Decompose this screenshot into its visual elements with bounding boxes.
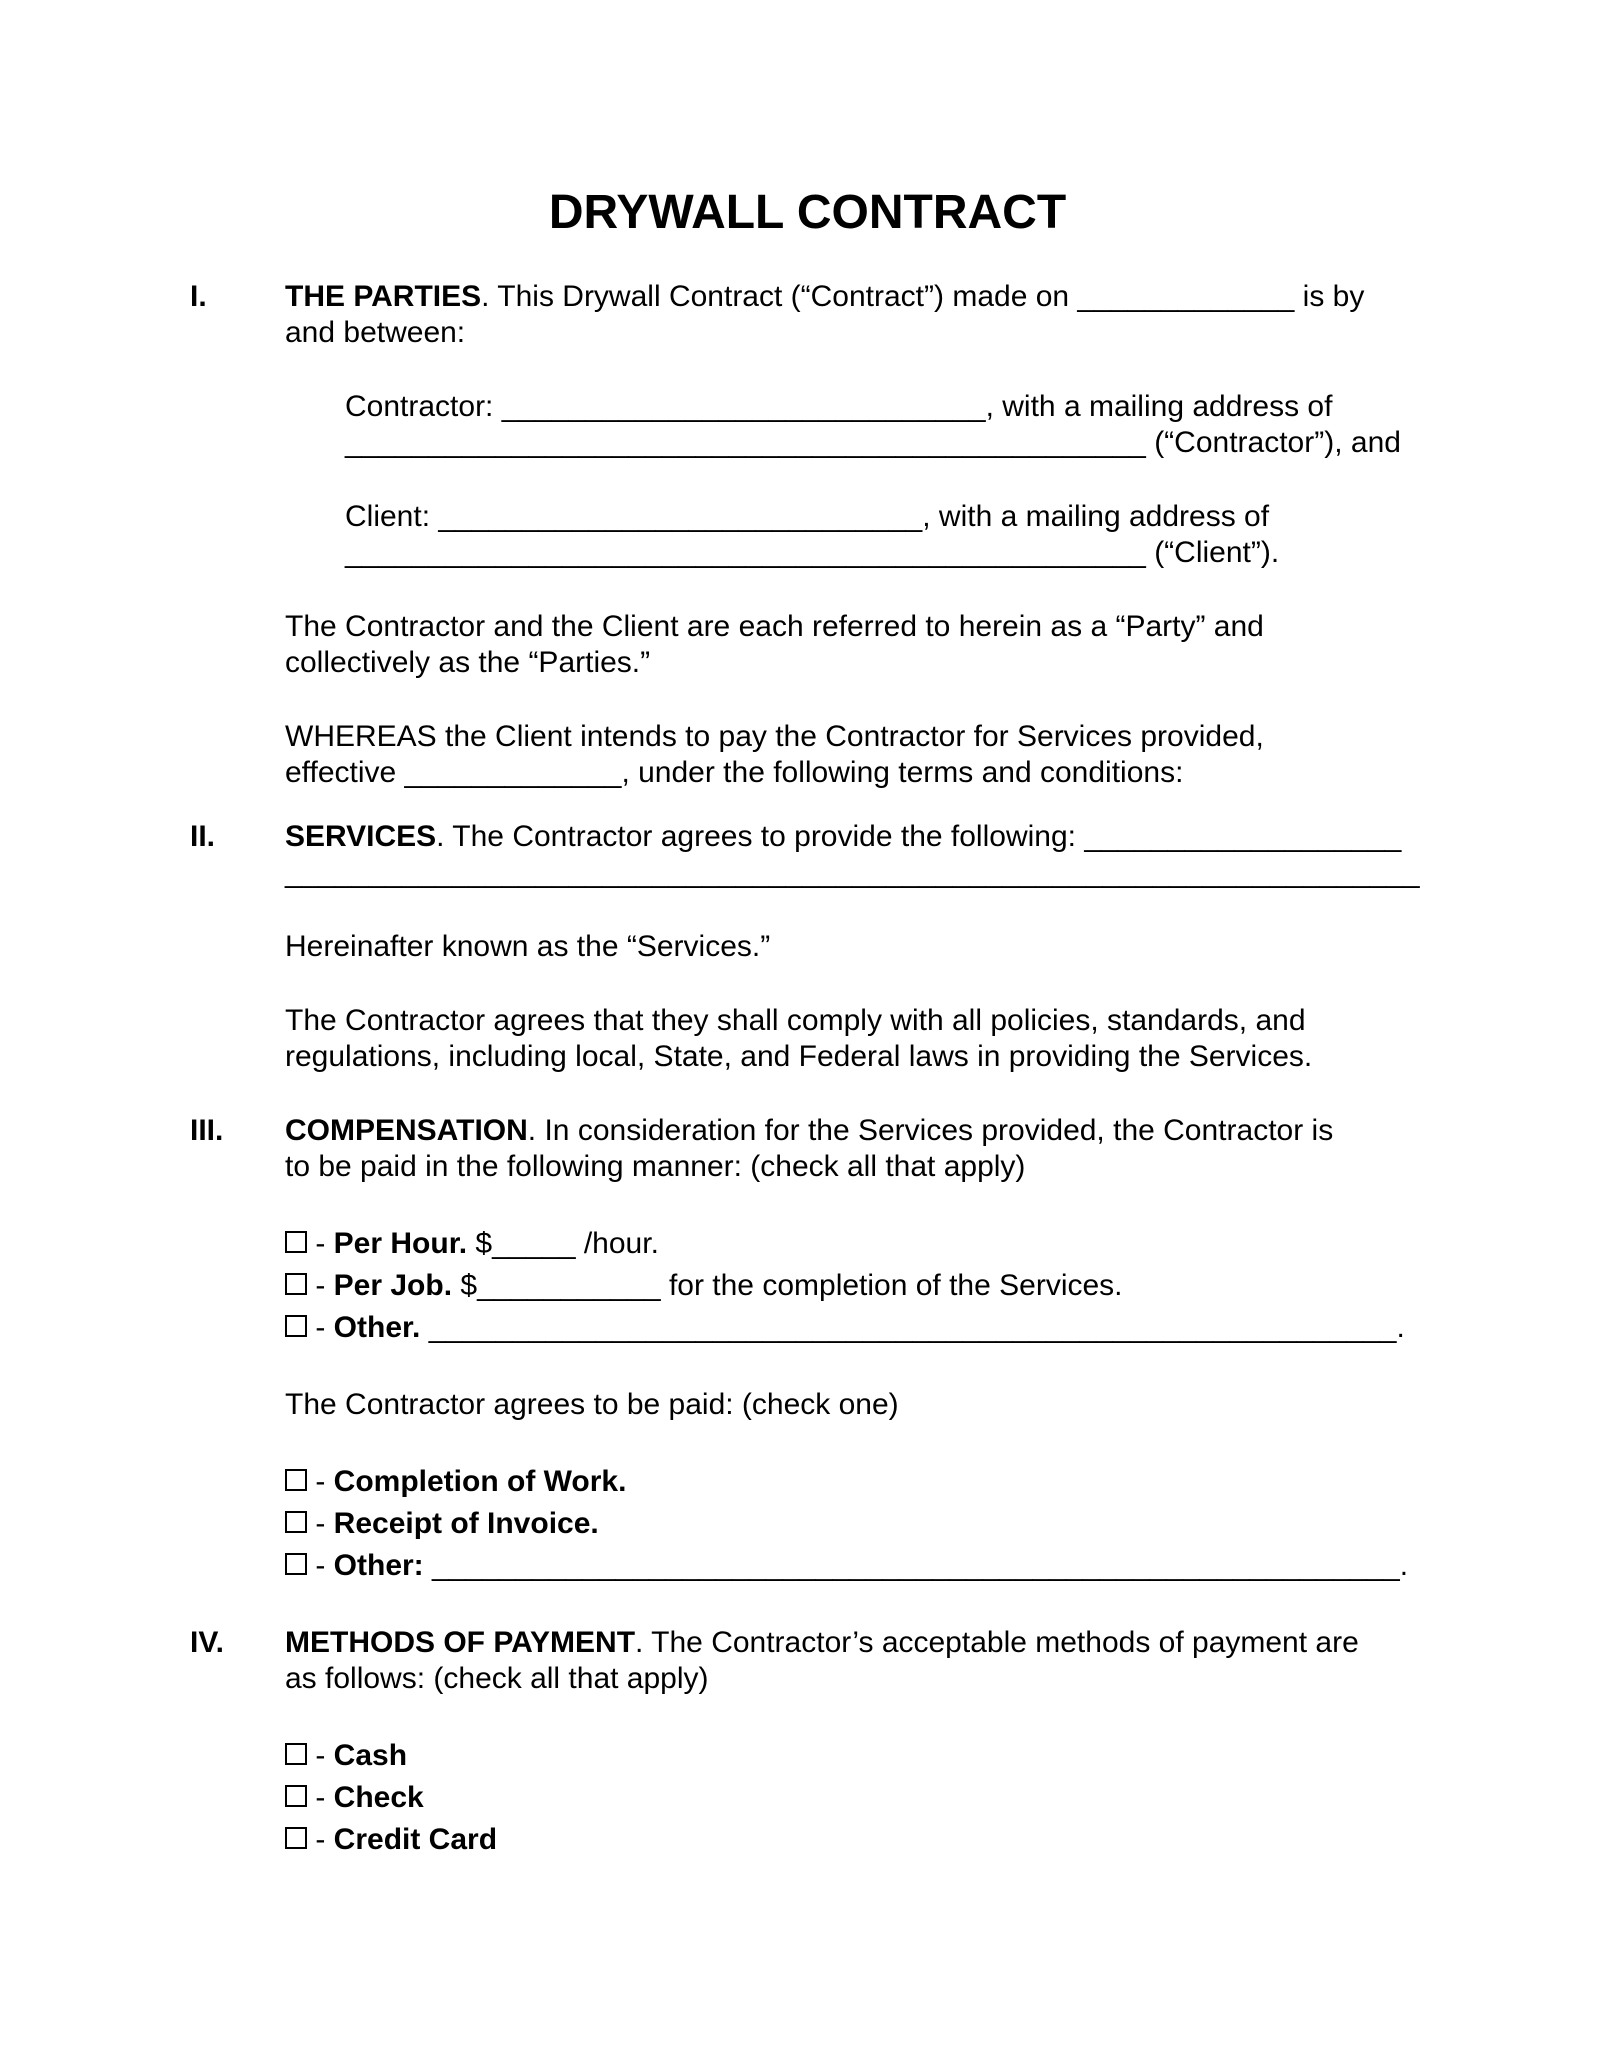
text-run: - xyxy=(307,1823,334,1856)
paid-option-completion xyxy=(285,1461,1425,1503)
text-run: - xyxy=(307,1227,334,1260)
text-run: $ xyxy=(467,1227,493,1260)
checkbox-check[interactable] xyxy=(285,1785,307,1807)
other-compensation-blank: __________________________________________________________ xyxy=(428,1311,1397,1344)
section-compensation xyxy=(190,1113,1425,1625)
paid-options-group xyxy=(285,1461,1425,1587)
checkbox-completion-of-work[interactable] xyxy=(285,1469,307,1491)
section-methods-of-payment xyxy=(190,1625,1425,1899)
method-credit-card xyxy=(285,1819,1425,1861)
section-services xyxy=(190,819,1425,1113)
paid-option-invoice xyxy=(285,1503,1425,1545)
option-label: Completion of Work. xyxy=(333,1465,627,1498)
text-run: . xyxy=(1396,1311,1405,1344)
client-label: Client: xyxy=(345,500,439,533)
contractor-label: Contractor: xyxy=(345,390,502,423)
pay-option-per-job xyxy=(285,1265,1425,1307)
checkbox-receipt-of-invoice[interactable] xyxy=(285,1511,307,1533)
methods-group xyxy=(285,1735,1425,1861)
text-run: (“Contractor”), and xyxy=(1145,426,1401,459)
paid-option-other xyxy=(285,1545,1425,1587)
hereinafter-note xyxy=(285,929,1425,965)
pay-option-per-hour xyxy=(285,1223,1425,1265)
text-run: collectively as the “Parties.” xyxy=(285,646,651,679)
services-blank-line-1: ___________________ xyxy=(1084,820,1402,853)
text-run: and between: xyxy=(285,316,466,349)
text-run: - xyxy=(307,1507,334,1540)
text-run: The Contractor agrees to be paid: (check one) xyxy=(285,1388,899,1421)
text-run: - xyxy=(307,1781,334,1814)
text-run: (“Client”). xyxy=(1145,536,1280,569)
text-run xyxy=(424,1549,432,1582)
checkbox-other-compensation[interactable] xyxy=(285,1315,307,1337)
text-run: The Contractor and the Client are each referred to herein as a “Party” and xyxy=(285,610,1264,643)
method-cash xyxy=(285,1735,1425,1777)
text-run: effective xyxy=(285,756,405,789)
methods-intro xyxy=(285,1625,1425,1697)
text-run: regulations, including local, State, and Federal laws in providing the Services. xyxy=(285,1040,1313,1073)
checkbox-per-hour[interactable] xyxy=(285,1231,307,1253)
text-run xyxy=(420,1311,428,1344)
services-blank-line-2: ____________________________________________________________________ xyxy=(285,856,1420,889)
text-run: . This Drywall Contract (“Contract”) made on xyxy=(481,280,1078,313)
per-hour-rate-blank: _____ xyxy=(492,1227,576,1260)
section-body xyxy=(285,819,1425,1113)
per-job-amount-blank: ___________ xyxy=(477,1269,661,1302)
text-run: /hour. xyxy=(575,1227,659,1260)
text-run: as follows: (check all that apply) xyxy=(285,1662,709,1695)
section-number: I. xyxy=(190,280,207,313)
text-run: , under the following terms and conditions: xyxy=(621,756,1184,789)
option-label: Other. xyxy=(333,1311,421,1344)
section-number: III. xyxy=(190,1114,224,1147)
option-label: Other: xyxy=(333,1549,424,1582)
text-run: - xyxy=(307,1739,334,1772)
section-heading: COMPENSATION xyxy=(285,1114,528,1147)
section-heading: SERVICES xyxy=(285,820,437,853)
effective-date-blank: _____________ xyxy=(404,756,622,789)
checkbox-other-payment[interactable] xyxy=(285,1553,307,1575)
checkbox-cash[interactable] xyxy=(285,1743,307,1765)
option-label: Per Hour. xyxy=(333,1227,468,1260)
contractor-block xyxy=(345,389,1425,461)
client-block xyxy=(345,499,1425,571)
text-run: . The Contractor’s acceptable methods of payment are xyxy=(635,1626,1359,1659)
text-run: - xyxy=(307,1311,334,1344)
parties-reference-paragraph xyxy=(285,609,1425,681)
section-heading: METHODS OF PAYMENT xyxy=(285,1626,636,1659)
text-run: - xyxy=(307,1465,334,1498)
section-the-parties xyxy=(190,279,1425,819)
pay-option-other xyxy=(285,1307,1425,1349)
checkbox-credit-card[interactable] xyxy=(285,1827,307,1849)
compliance-paragraph xyxy=(285,1003,1425,1075)
client-name-blank: _____________________________ xyxy=(438,500,923,533)
text-run: is by xyxy=(1294,280,1365,313)
section-number: IV. xyxy=(190,1626,224,1659)
text-run: to be paid in the following manner: (check all that apply) xyxy=(285,1150,1026,1183)
pay-options-group xyxy=(285,1223,1425,1349)
section-heading: THE PARTIES xyxy=(285,280,482,313)
option-label: Per Job. xyxy=(333,1269,453,1302)
option-label: Check xyxy=(333,1781,424,1814)
checkbox-per-job[interactable] xyxy=(285,1273,307,1295)
text-run: . The Contractor agrees to provide the following: xyxy=(436,820,1085,853)
services-description xyxy=(285,819,1425,891)
payment-timing-intro xyxy=(285,1387,1425,1423)
contractor-address-blank: ________________________________________________ xyxy=(345,426,1146,459)
whereas-paragraph xyxy=(285,719,1425,791)
document-title: DRYWALL CONTRACT xyxy=(548,186,1067,239)
option-label: Cash xyxy=(333,1739,408,1772)
section-number: II. xyxy=(190,820,216,853)
text-run: . In consideration for the Services provided, the Contractor is xyxy=(527,1114,1334,1147)
text-run: - xyxy=(307,1269,334,1302)
section-body xyxy=(285,1625,1425,1899)
parties-intro-paragraph xyxy=(285,279,1425,351)
text-run: The Contractor agrees that they shall comply with all policies, standards, and xyxy=(285,1004,1306,1037)
text-run: - xyxy=(307,1549,334,1582)
text-run: , with a mailing address of xyxy=(922,500,1270,533)
compensation-intro xyxy=(285,1113,1425,1185)
text-run: $ xyxy=(452,1269,478,1302)
text-run: . xyxy=(1399,1549,1409,1582)
text-run: for the completion of the Services. xyxy=(660,1269,1123,1302)
contractor-name-blank: _____________________________ xyxy=(501,390,986,423)
section-body xyxy=(285,279,1425,819)
client-address-blank: ________________________________________________ xyxy=(345,536,1146,569)
option-label: Credit Card xyxy=(333,1823,498,1856)
method-check xyxy=(285,1777,1425,1819)
option-label: Receipt of Invoice. xyxy=(333,1507,599,1540)
text-run: WHEREAS the Client intends to pay the Contractor for Services provided, xyxy=(285,720,1264,753)
section-body xyxy=(285,1113,1425,1625)
text-run: Hereinafter known as the “Services.” xyxy=(285,930,771,963)
date-blank: _____________ xyxy=(1077,280,1295,313)
other-payment-blank: __________________________________________________________ xyxy=(432,1549,1400,1582)
text-run: , with a mailing address of xyxy=(985,390,1333,423)
